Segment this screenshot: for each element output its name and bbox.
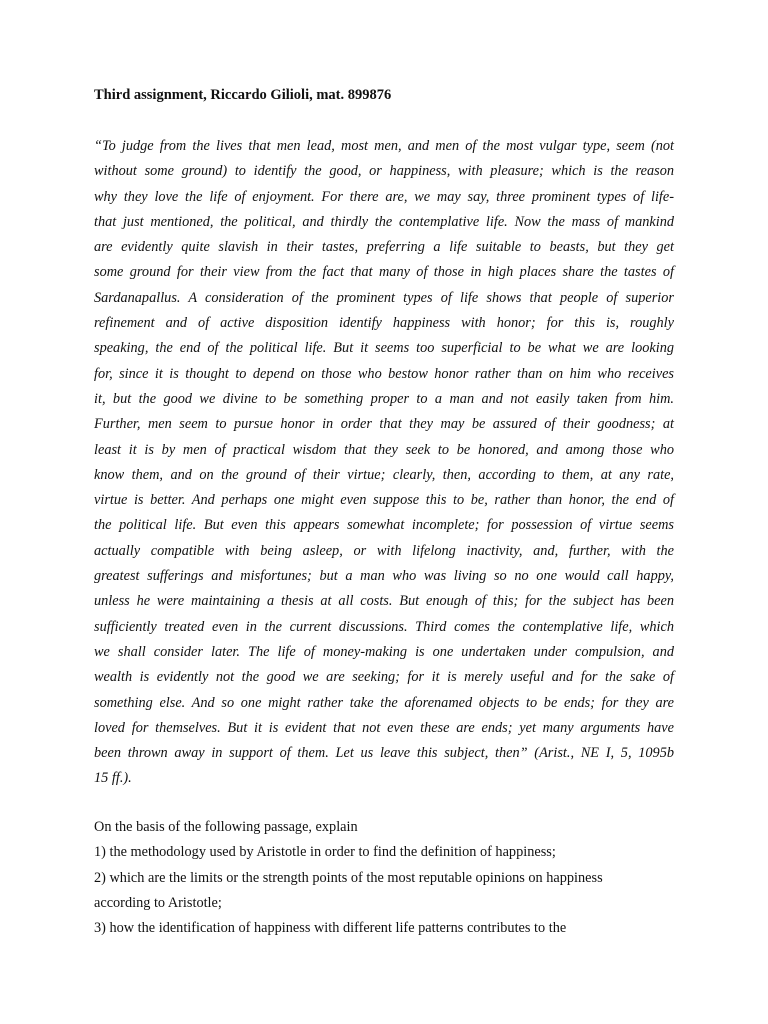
quote-line: 15 ff.). xyxy=(94,770,132,787)
aristotle-quote xyxy=(94,134,674,792)
quote-line: for, since it is thought to depend on those who bestow honor rather than on him who receives xyxy=(94,365,674,382)
quote-line: unless he were maintaining a thesis at all costs. But enough of this; for the subject has been xyxy=(94,593,674,610)
quote-line: some ground for their view from the fact that many of those in high places share the tastes of xyxy=(94,264,674,281)
question-line: On the basis of the following passage, explain xyxy=(94,819,358,835)
assignment-heading: Third assignment, Riccardo Gilioli, mat. 899876 xyxy=(94,87,392,103)
quote-line: without some ground) to identify the good, or happiness, with pleasure; which is the reason xyxy=(94,163,674,180)
quote-line: sufficiently treated even in the current discussions. Third comes the contemplative life, which xyxy=(94,618,674,635)
quote-line: refinement and of active disposition identify happiness with honor; for this is, roughly xyxy=(94,315,674,332)
quote-line: why they love the life of enjoyment. For there are, we may say, three prominent types of life- xyxy=(94,188,674,205)
quote-line: least it is by men of practical wisdom that they seek to be honored, and among those who xyxy=(94,441,674,458)
quote-line: actually compatible with being asleep, or with lifelong inactivity, and, further, with the xyxy=(94,542,674,559)
quote-line: Further, men seem to pursue honor in order that they may be assured of their goodness; at xyxy=(94,416,674,433)
question-line: 3) how the identification of happiness with different life patterns contributes to the xyxy=(94,920,567,937)
quote-line: speaking, the end of the political life. But it seems too superficial to be what we are looking xyxy=(94,340,674,357)
quote-line: the political life. But even this appears somewhat incomplete; for possession of virtue seems xyxy=(94,517,674,534)
quote-line: something else. And so one might rather take the aforenamed objects to be ends; for they are xyxy=(94,694,674,711)
quote-line: are evidently quite slavish in their tastes, preferring a life suitable to beasts, but they get xyxy=(94,239,674,256)
question-line: according to Aristotle; xyxy=(94,894,222,911)
question-line: 2) which are the limits or the strength points of the most reputable opinions on happiness xyxy=(94,869,603,886)
quote-line: “To judge from the lives that men lead, most men, and men of the most vulgar type, seem (not xyxy=(94,138,674,154)
quote-line: greatest sufferings and misfortunes; but a man who was living so no one would call happy, xyxy=(94,568,674,585)
quote-line: Sardanapallus. A consideration of the prominent types of life shows that people of superior xyxy=(94,289,674,306)
quote-line: wealth is evidently not the good we are seeking; for it is merely useful and for the sake of xyxy=(94,669,674,686)
quote-line: that just mentioned, the political, and thirdly the contemplative life. Now the mass of mankind xyxy=(94,213,674,230)
quote-line: it, but the good we divine to be something proper to a man and not easily taken from him. xyxy=(94,390,674,407)
quote-line: loved for themselves. But it is evident that not even these are ends; yet many arguments have xyxy=(94,719,674,736)
quote-line: virtue is better. And perhaps one might even suppose this to be, rather than honor, the end of xyxy=(94,492,674,509)
quote-line: been thrown away in support of them. Let us leave this subject, then” (Arist., NE I, 5, 1095b xyxy=(94,745,674,762)
quote-line: we shall consider later. The life of money-making is one undertaken under compulsion, and xyxy=(94,643,674,660)
question-line: 1) the methodology used by Aristotle in order to find the definition of happiness; xyxy=(94,844,556,861)
quote-line: know them, and on the ground of their virtue; clearly, then, according to them, at any rate, xyxy=(94,466,674,483)
assignment-questions xyxy=(94,815,694,941)
